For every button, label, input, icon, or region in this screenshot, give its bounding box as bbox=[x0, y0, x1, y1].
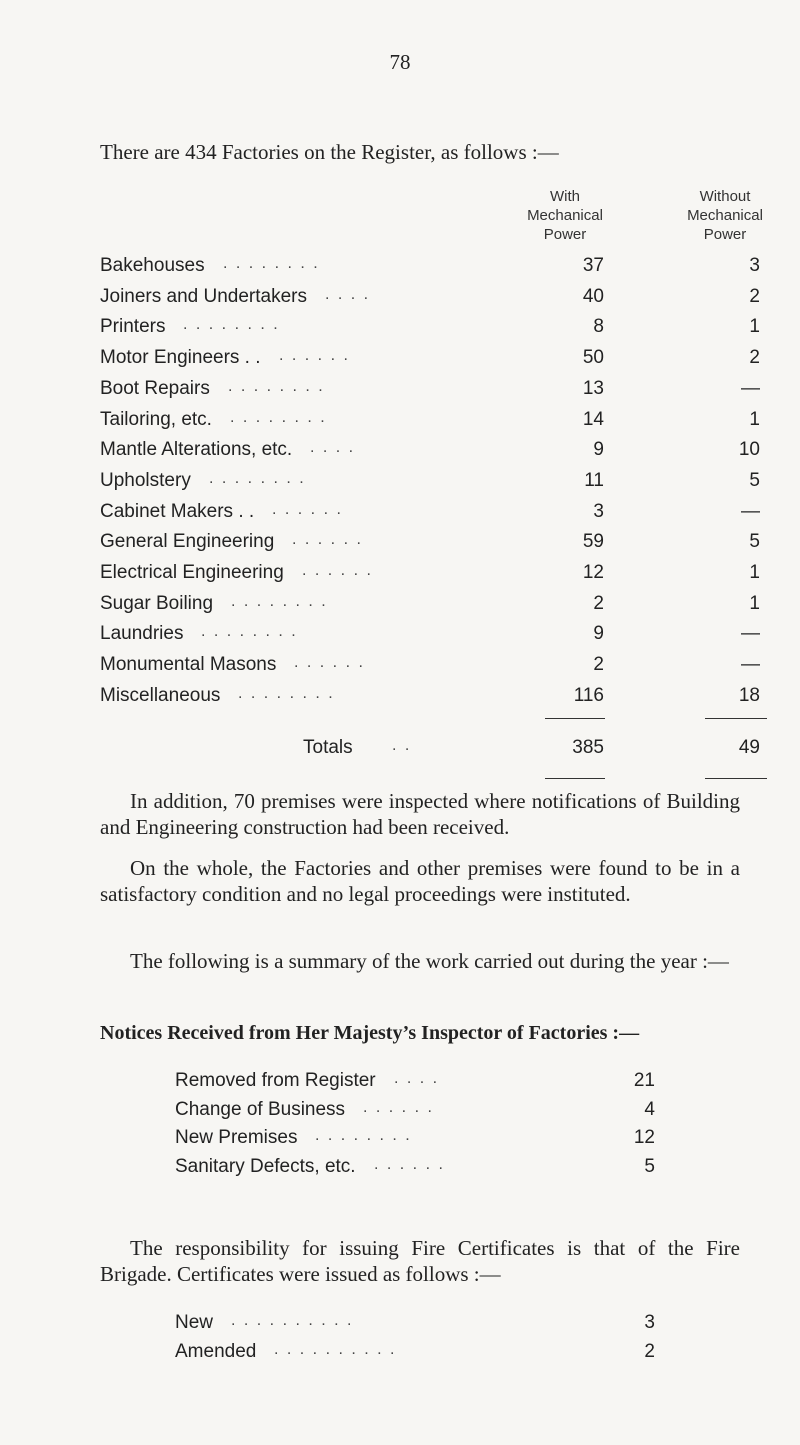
value-with-power: 3 bbox=[593, 500, 604, 522]
total-rule-without bbox=[705, 778, 767, 779]
row-label: Laundries bbox=[100, 623, 184, 645]
row-label: Monumental Masons bbox=[100, 654, 277, 676]
value-with-power: 9 bbox=[593, 439, 604, 461]
value-without-power: 3 bbox=[749, 255, 760, 276]
value-with-power: 8 bbox=[593, 316, 604, 338]
notice-value: 21 bbox=[633, 1070, 655, 1091]
notice-leader-dots: . . . . . . bbox=[363, 1098, 434, 1116]
value-without-power: 5 bbox=[749, 469, 760, 491]
paragraph-additional-inspections: In addition, 70 premises were inspected where notifications of Building and Engineering construction had been received. bbox=[100, 789, 740, 839]
value-without-power: 1 bbox=[749, 592, 760, 614]
subtotal-rule-with bbox=[545, 718, 605, 719]
value-with-power: 2 bbox=[593, 654, 604, 676]
value-with-power: 50 bbox=[582, 347, 604, 369]
notice-leader-dots: . . . . . . bbox=[374, 1155, 445, 1173]
value-with-power: 12 bbox=[582, 562, 604, 583]
value-without-power: 2 bbox=[749, 347, 760, 369]
certificate-value: 2 bbox=[644, 1340, 655, 1362]
certificate-label: Amended bbox=[175, 1340, 257, 1362]
row-label: Tailoring, etc. bbox=[100, 408, 212, 430]
value-without-power: 10 bbox=[738, 439, 760, 461]
page-number: 78 bbox=[389, 50, 411, 74]
row-leader-dots: . . . . . . bbox=[292, 531, 363, 549]
value-with-power: 59 bbox=[582, 531, 604, 553]
column-header-with-power: With Mechanical Power bbox=[527, 188, 603, 243]
value-without-power: 1 bbox=[749, 408, 760, 430]
totals-label: Totals bbox=[303, 737, 353, 758]
row-leader-dots: . . . . . . . . bbox=[238, 684, 335, 702]
total-without-power: 49 bbox=[738, 737, 760, 758]
totals-dots: . . bbox=[392, 737, 412, 754]
row-leader-dots: . . . . . . . . bbox=[201, 623, 298, 641]
notice-leader-dots: . . . . bbox=[394, 1070, 440, 1087]
value-with-power: 13 bbox=[582, 377, 604, 399]
total-with-power: 385 bbox=[572, 737, 604, 758]
row-leader-dots: . . . . . . . . bbox=[183, 316, 280, 334]
value-with-power: 37 bbox=[582, 255, 604, 276]
value-without-power: 18 bbox=[738, 684, 760, 706]
row-label: Boot Repairs bbox=[100, 377, 210, 399]
row-label: Electrical Engineering bbox=[100, 562, 284, 583]
value-with-power: 14 bbox=[582, 408, 604, 430]
notice-label: Change of Business bbox=[175, 1098, 346, 1120]
value-without-power: 2 bbox=[749, 285, 760, 307]
row-leader-dots: . . . . . . . . bbox=[223, 255, 320, 272]
row-label: Bakehouses bbox=[100, 255, 205, 276]
value-without-power: 5 bbox=[749, 531, 760, 553]
value-without-power: — bbox=[741, 500, 760, 522]
notice-label: Sanitary Defects, etc. bbox=[175, 1155, 356, 1177]
value-with-power: 11 bbox=[584, 469, 604, 491]
certificate-value: 3 bbox=[644, 1312, 655, 1333]
row-label: Printers bbox=[100, 316, 166, 338]
subtotal-rule-without bbox=[705, 718, 767, 719]
row-label: Cabinet Makers . . bbox=[100, 500, 255, 522]
certificate-leader-dots: . . . . . . . . . . bbox=[274, 1340, 397, 1358]
value-without-power: — bbox=[741, 654, 760, 676]
notice-value: 4 bbox=[644, 1098, 655, 1120]
value-without-power: 1 bbox=[749, 562, 760, 583]
row-leader-dots: . . . . bbox=[325, 285, 371, 303]
notice-value: 12 bbox=[633, 1127, 655, 1148]
row-label: Miscellaneous bbox=[100, 684, 221, 706]
row-label: Upholstery bbox=[100, 469, 191, 491]
notice-label: Removed from Register bbox=[175, 1070, 376, 1091]
paragraph-condition: On the whole, the Factories and other premises were found to be in a satisfactory condition and no legal proceedings were instituted. bbox=[100, 856, 740, 906]
value-with-power: 40 bbox=[582, 285, 604, 307]
value-without-power: 1 bbox=[749, 316, 760, 338]
row-leader-dots: . . . . . . bbox=[302, 562, 373, 579]
row-label: General Engineering bbox=[100, 531, 275, 553]
row-label: Motor Engineers . . bbox=[100, 347, 261, 369]
column-header-without-power: Without Mechanical Power bbox=[687, 188, 763, 243]
row-leader-dots: . . . . . . . . bbox=[231, 592, 328, 610]
paragraph-summary-intro: The following is a summary of the work carried out during the year :— bbox=[130, 949, 729, 973]
row-leader-dots: . . . . . . . . bbox=[228, 377, 325, 395]
notice-label: New Premises bbox=[175, 1127, 298, 1148]
row-label: Joiners and Undertakers bbox=[100, 285, 307, 307]
value-with-power: 2 bbox=[593, 592, 604, 614]
notice-value: 5 bbox=[644, 1155, 655, 1177]
value-without-power: — bbox=[741, 377, 760, 399]
row-label: Mantle Alterations, etc. bbox=[100, 439, 293, 461]
intro-text: There are 434 Factories on the Register, as follows :— bbox=[100, 140, 559, 164]
notices-heading: Notices Received from Her Majesty’s Inspector of Factories :— bbox=[100, 1022, 640, 1044]
total-rule-with bbox=[545, 778, 605, 779]
certificate-leader-dots: . . . . . . . . . . bbox=[231, 1312, 354, 1329]
row-leader-dots: . . . . . . . . bbox=[209, 469, 306, 487]
row-leader-dots: . . . . . . . . bbox=[230, 408, 327, 426]
value-without-power: — bbox=[741, 623, 760, 645]
certificate-label: New bbox=[175, 1312, 214, 1333]
notice-leader-dots: . . . . . . . . bbox=[315, 1127, 412, 1144]
row-leader-dots: . . . . . . bbox=[272, 500, 343, 518]
value-with-power: 9 bbox=[593, 623, 604, 645]
row-leader-dots: . . . . bbox=[310, 439, 356, 457]
row-leader-dots: . . . . . . bbox=[294, 654, 365, 672]
row-label: Sugar Boiling bbox=[100, 592, 214, 614]
row-leader-dots: . . . . . . bbox=[279, 347, 350, 365]
value-with-power: 116 bbox=[573, 684, 604, 706]
paragraph-fire-certificates: The responsibility for issuing Fire Certificates is that of the Fire Brigade. Certificates were issued as follows :— bbox=[100, 1236, 740, 1286]
